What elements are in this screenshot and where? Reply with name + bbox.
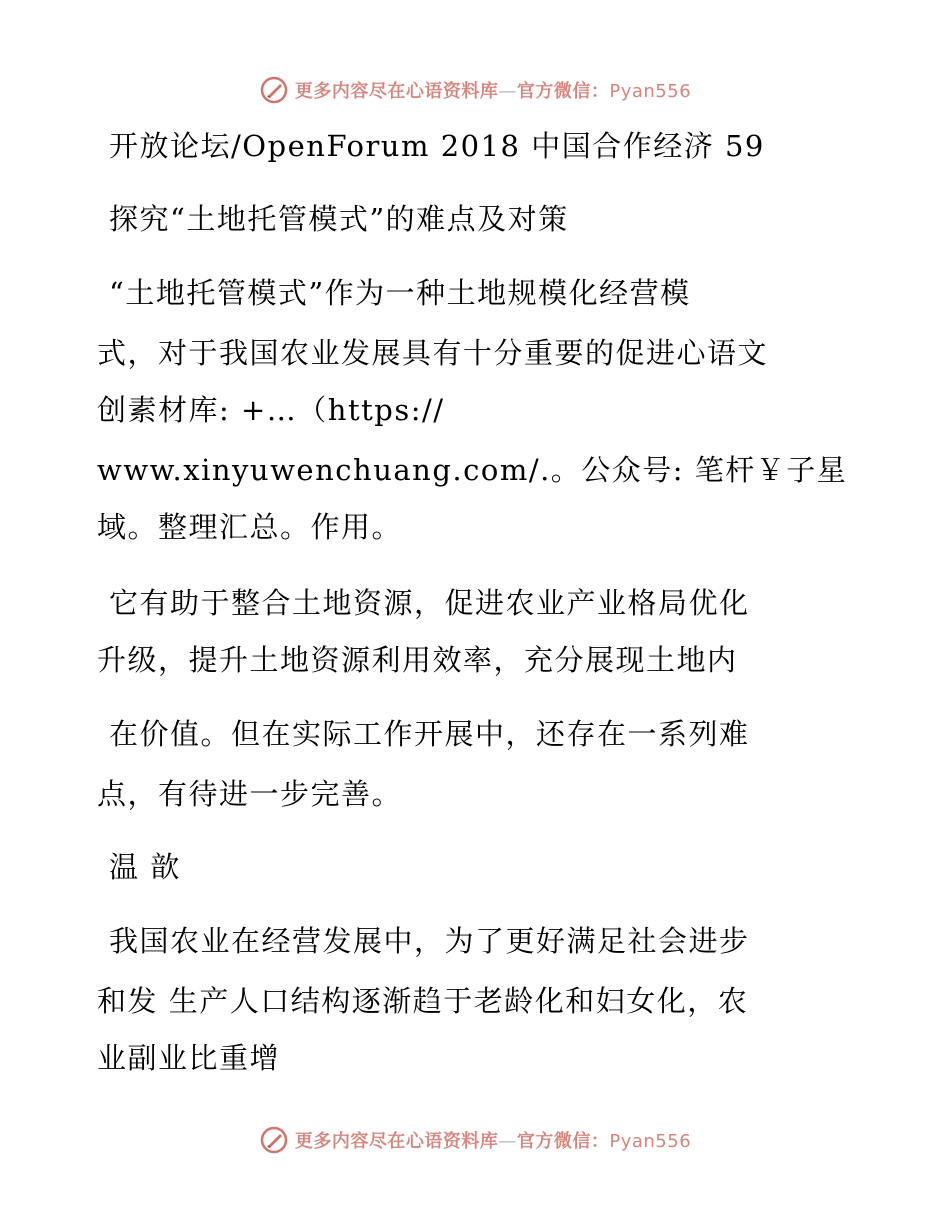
watermark-brand-text: 更多内容尽在心语资料库 bbox=[294, 1131, 499, 1152]
author-name: 温 歆 bbox=[109, 850, 181, 884]
body-line-5: 域。整理汇总。作用。 bbox=[97, 510, 403, 544]
watermark-top bbox=[0, 72, 950, 108]
watermark-wechat-id: Pyan556 bbox=[609, 1131, 692, 1152]
watermark-separator: — bbox=[498, 81, 517, 102]
body-line-4: www.xinyuwenchuang.com/.。公众号: 笔杆￥子星 bbox=[97, 453, 848, 487]
watermark-bottom bbox=[0, 1122, 950, 1158]
watermark-wechat-label: 官方微信： bbox=[516, 81, 610, 102]
body-line-12: 业副业比重增 bbox=[97, 1041, 281, 1075]
article-title: 探究“土地托管模式”的难点及对策 bbox=[109, 202, 569, 236]
body-line-3: 创素材库: +…（https:// bbox=[97, 393, 445, 427]
body-line-11: 和发 生产人口结构逐渐趋于老龄化和妇女化，农 bbox=[97, 984, 749, 1018]
watermark-separator: — bbox=[498, 1131, 517, 1152]
body-line-1: “土地托管模式”作为一种土地规模化经营模 bbox=[109, 276, 691, 310]
watermark-wechat-id: Pyan556 bbox=[609, 81, 692, 102]
body-line-6: 它有助于整合土地资源，促进农业产业格局优化 bbox=[109, 586, 750, 620]
body-line-8: 在价值。但在实际工作开展中，还存在一系列难 bbox=[109, 717, 750, 751]
body-line-7: 升级，提升土地资源利用效率，充分展现土地内 bbox=[97, 643, 738, 677]
body-line-9: 点，有待进一步完善。 bbox=[97, 777, 403, 811]
body-line-2: 式，对于我国农业发展具有十分重要的促进心语文 bbox=[97, 336, 769, 370]
page-header: 开放论坛/OpenForum 2018 中国合作经济 59 bbox=[109, 129, 765, 163]
watermark-wechat-label: 官方微信： bbox=[516, 1131, 610, 1152]
quill-pen-circle-icon bbox=[259, 75, 289, 105]
quill-pen-circle-icon bbox=[259, 1125, 289, 1155]
watermark-brand-text: 更多内容尽在心语资料库 bbox=[294, 81, 499, 102]
body-line-10: 我国农业在经营发展中，为了更好满足社会进步 bbox=[109, 924, 750, 958]
